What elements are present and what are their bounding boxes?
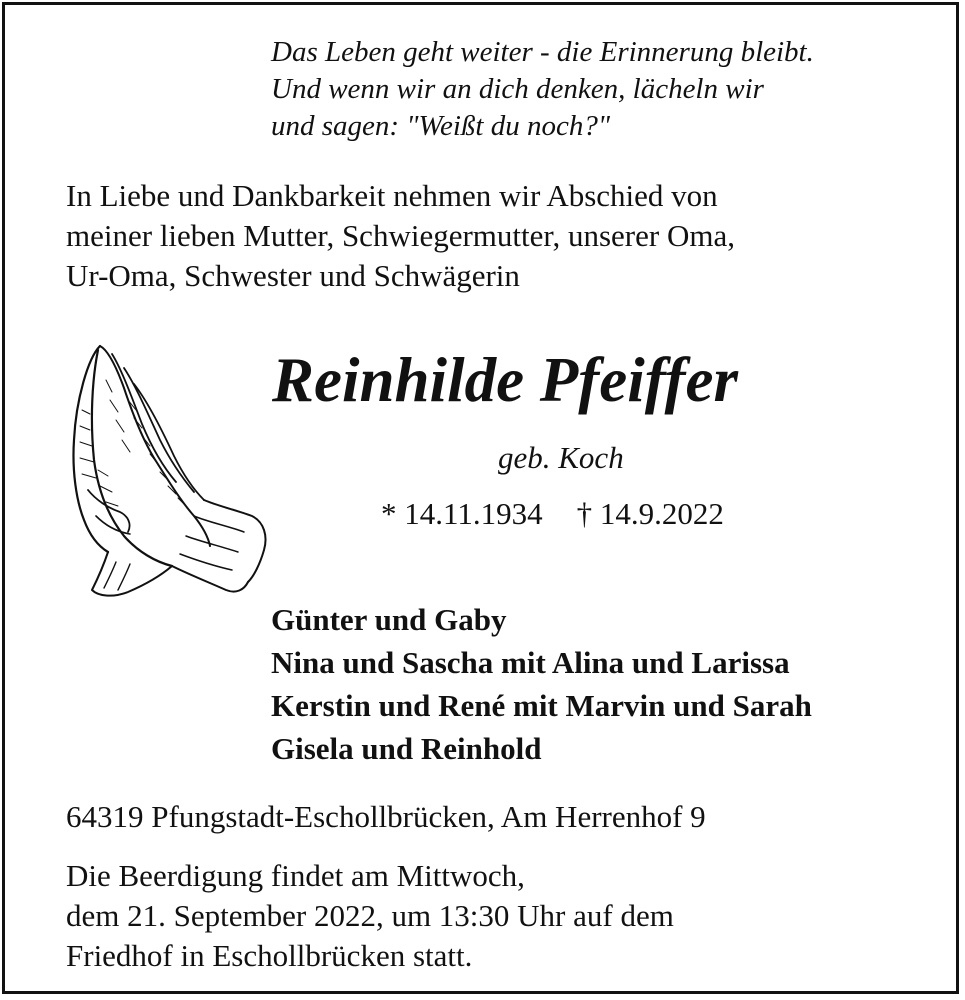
intro-line: meiner lieben Mutter, Schwiegermutter, unserer Oma,: [66, 218, 735, 253]
funeral-info: [66, 856, 674, 976]
poem-line: Und wenn wir an dich denken, lächeln wir: [271, 73, 764, 105]
poem: [271, 34, 814, 145]
deceased-name: Reinhilde Pfeiffer: [272, 345, 739, 415]
address: 64319 Pfungstadt-Eschollbrücken, Am Herrenhof 9: [66, 799, 706, 834]
intro-text: [66, 176, 735, 296]
family-mourners: [271, 598, 812, 770]
poem-line: und sagen: "Weißt du noch?": [271, 110, 611, 142]
funeral-line: dem 21. September 2022, um 13:30 Uhr auf dem: [66, 898, 674, 933]
funeral-line: Friedhof in Eschollbrücken statt.: [66, 938, 473, 973]
intro-line: In Liebe und Dankbarkeit nehmen wir Abschied von: [66, 178, 718, 213]
family-line: Gisela und Reinhold: [271, 731, 542, 766]
birth-name: geb. Koch: [498, 440, 624, 475]
family-line: Nina und Sascha mit Alina und Larissa: [271, 645, 790, 680]
poem-line: Das Leben geht weiter - die Erinnerung bleibt.: [271, 36, 814, 68]
praying-hands-icon: [68, 340, 268, 602]
intro-line: Ur-Oma, Schwester und Schwägerin: [66, 258, 520, 293]
death-date: † 14.9.2022: [576, 496, 724, 531]
funeral-line: Die Beerdigung findet am Mittwoch,: [66, 858, 525, 893]
birth-date: * 14.11.1934: [381, 496, 543, 531]
family-line: Kerstin und René mit Marvin und Sarah: [271, 688, 812, 723]
family-line: Günter und Gaby: [271, 602, 507, 637]
life-dates: [381, 493, 724, 535]
